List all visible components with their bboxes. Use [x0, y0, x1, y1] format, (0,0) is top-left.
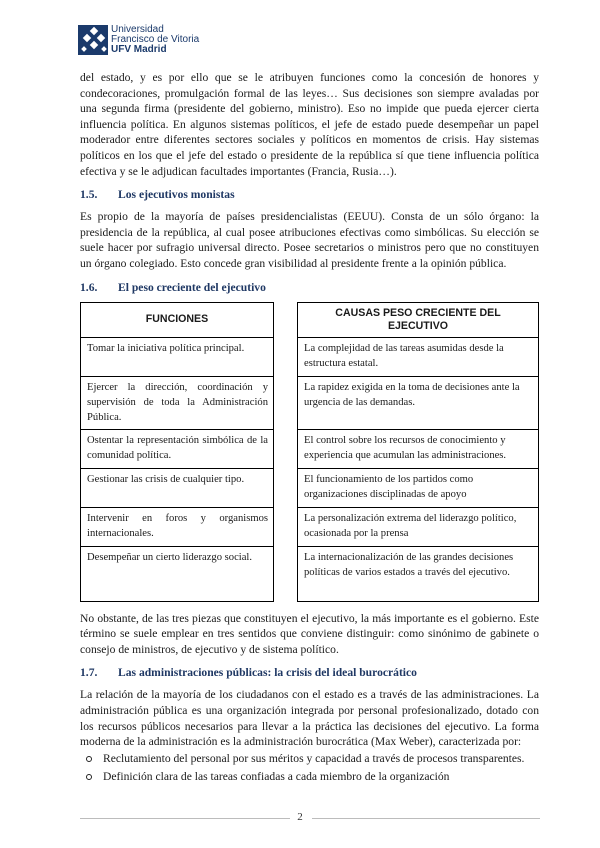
- funciones-cell: Ejercer la dirección, coordinación y supervisión de toda la Administración Pública.: [81, 376, 274, 429]
- ufv-logo: [78, 24, 199, 56]
- list-item: Definición clara de las tareas confiadas a cada miembro de la organización: [80, 769, 539, 785]
- logo-line-city: UFV Madrid: [111, 44, 167, 55]
- causas-cell: La internacionalización de las grandes decisiones políticas de varios estados a través del ejecutivo.: [298, 546, 539, 601]
- causas-table: [297, 302, 539, 602]
- funciones-cell: Ostentar la representación simbólica de la comunidad política.: [81, 429, 274, 468]
- funciones-cell: Tomar la iniciativa política principal.: [81, 337, 274, 376]
- section-1-7-paragraph: La relación de la mayoría de los ciudadanos con el estado es a través de las administraciones. La administración pública es una organización integrada por personal profesionalizado, dotado con los recursos públicos necesarios para llevar a la práctica las decisiones del ejecutivo. La forma moderna de la administración es la administración burocrática (Max Weber), caracterizada por:: [80, 688, 539, 749]
- section-title: Las administraciones públicas: la crisis del ideal burocrático: [118, 666, 417, 680]
- section-heading-1-6: [80, 281, 539, 295]
- causas-cell: La complejidad de las tareas asumidas desde la estructura estatal.: [298, 337, 539, 376]
- section-title: El peso creciente del ejecutivo: [118, 280, 266, 294]
- logo-line-name: Francisco de Vitoria: [111, 34, 200, 45]
- funciones-cell: Intervenir en foros y organismos internacionales.: [81, 507, 274, 546]
- section-number: 1.7.: [80, 666, 98, 680]
- section-title: Los ejecutivos monistas: [118, 188, 235, 202]
- tables-row: [80, 302, 539, 602]
- section-number: 1.6.: [80, 280, 98, 294]
- funciones-header: FUNCIONES: [81, 302, 274, 337]
- causas-cell: La rapidez exigida en la toma de decisiones ante la urgencia de las demandas.: [298, 376, 539, 429]
- ufv-logo-mark: [78, 25, 108, 55]
- funciones-cell: Desempeñar un cierto liderazgo social.: [81, 546, 274, 601]
- ufv-logo-text: [111, 25, 199, 55]
- page-content: [80, 70, 539, 787]
- list-item: Reclutamiento del personal por sus méritos y capacidad a través de procesos transparentes.: [80, 751, 539, 767]
- section-1-6-paragraph: No obstante, de las tres piezas que constituyen el ejecutivo, la más importante es el gobierno. Este término se suele emplear en tres sentidos que conviene distinguir: como sinónimo de gabinete o consejo de ministros, de ejecutivo y de sistema político.: [80, 611, 539, 656]
- page-number: 2: [297, 811, 303, 823]
- bullet-list: [80, 751, 539, 785]
- logo-line-university: Universidad: [111, 24, 164, 35]
- section-1-5-paragraph: Es propio de la mayoría de países presidencialistas (EEUU). Consta de un sólo órgano: la presidencia de la república, al cual posee atribuciones efectivas como simbólicas. Su elección se suele hacer por sufragio universal directo. Posee secretarios o ministros pero que no constituyen un órgano colegiado. Esto concede gran visibilidad al presidente frente a la opinión pública.: [80, 210, 539, 270]
- section-number: 1.5.: [80, 188, 98, 202]
- funciones-cell: Gestionar las crisis de cualquier tipo.: [81, 468, 274, 507]
- footer-divider-left: [80, 818, 290, 819]
- section-heading-1-5: [80, 188, 539, 202]
- footer-divider-right: [312, 818, 540, 819]
- causas-cell: El control sobre los recursos de conocimiento y experiencia que acumulan las administraciones.: [298, 429, 539, 468]
- intro-paragraph: del estado, y es por ello que se le atribuyen funciones como la concesión de honores y condecoraciones, promulgación formal de las leyes… Sus decisiones son siempre avaladas por una segunda firma (presidente del gobierno, ministro). Eso no impide que pueda ejercer cierta influencia política. En algunos sistemas políticos, el jefe de estado puede desempeñar un papel moderador entre diferentes sectores sociales y políticos en momentos de crisis. Hay sistemas políticos en los que el jefe del estado o presidente de la república sí que tiene influencia política efectiva y se le adjudican facultades importantes (Francia, Rusia…).: [80, 71, 539, 178]
- funciones-table: [80, 302, 274, 602]
- causas-cell: La personalización extrema del liderazgo político, ocasionada por la prensa: [298, 507, 539, 546]
- causas-header: CAUSAS PESO CRECIENTE DEL EJECUTIVO: [298, 302, 539, 337]
- section-heading-1-7: [80, 666, 539, 680]
- causas-cell: El funcionamiento de los partidos como organizaciones disciplinadas de apoyo: [298, 468, 539, 507]
